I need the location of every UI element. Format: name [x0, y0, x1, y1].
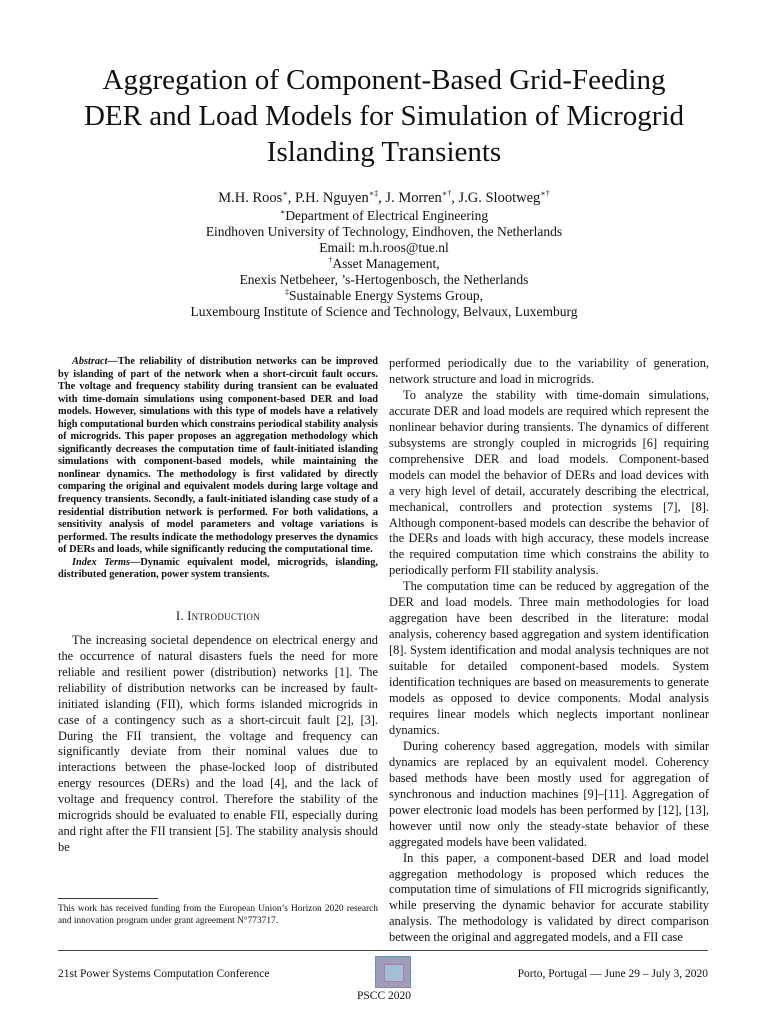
- right-column: [389, 356, 709, 946]
- body-paragraph: The increasing societal dependence on electrical energy and the occurrence of natural disasters fuels the need for more reliable and resilient power (distribution) networks [1]. The reliability of distribution networks can be increased by fault-initiated islanding (FII), which forms islanded microgrids in case of a contingency such as a short-circuit fault [2], [3]. During the FII transient, the voltage and frequency can significantly deviate from their nominal values due to interactions between the phase-locked loop of distributed energy resources (DERs) and the load [4], and the lack of voltage and frequency control. Therefore the stability of the microgrids should be evaluated to enable FII, especially during and right after the FII transient [5]. The stability analysis should be: [58, 632, 378, 855]
- affiliation-line: Enexis Netbeheer, ’s-Hertogenbosch, the Netherlands: [239, 272, 529, 287]
- funding-footnote: This work has received funding from the European Union’s Horizon 2020 research and innovation program under grant agreement N°773717.: [58, 904, 378, 926]
- author-mark: ∗†: [540, 189, 550, 199]
- title-line: Islanding Transients: [266, 136, 502, 168]
- affiliation-line: ‡Sustainable Energy Systems Group,: [285, 287, 483, 303]
- body-paragraph: To analyze the stability with time-domain simulations, accurate DER and load models are required which represent the nonlinear behavior during transients. The dynamics of different subsystems are strongly coupled in microgrids [6] requiring comprehensive DER and load models. Component-based models can model the behavior of DERs and load devices with a very high level of detail, accurately describing the electrical, mechanical, controllers and protection systems [7], [8]. Although component-based models can describe the behavior of the DERs and loads with high accuracy, these models increase the required computation time which constrains the ability to periodically perform FII stability analysis.: [389, 387, 709, 578]
- affiliation-line: ∗Department of Electrical Engineering: [279, 207, 489, 223]
- footer-divider: [58, 950, 708, 951]
- footer-conference: 21st Power Systems Computation Conference: [58, 968, 270, 980]
- body-paragraph: The computation time can be reduced by aggregation of the DER and load models. Three main methodologies for load aggregation have been described in the literature: modal analysis, coherency based aggregation and system identification [8]. System identification and modal analysis techniques are not suitable for detailed component-based models. System identification techniques are based on measurements to generate models as opposed to device components. Modal analysis requires linear models which neglects important nonlinear dynamics.: [389, 579, 709, 737]
- title-line: Aggregation of Component-Based Grid-Feeding: [102, 64, 666, 96]
- body-paragraph: During coherency based aggregation, models with similar dynamics are replaced by an equivalent model. Coherency based methods have been mostly used for aggregation of synchronous and induction machines [9]–[11]. Aggregation of power electronic load models has been performed by [12], [13], however until now only the steady-state behavior of these aggregated models have been validated.: [389, 738, 709, 849]
- author-mark: ∗‡: [368, 189, 379, 199]
- author-name: M.H. Roos: [218, 190, 283, 206]
- section-heading: I. Introduction: [176, 608, 260, 623]
- author-name: J.G. Slootweg: [458, 190, 541, 206]
- affiliation-line: Email: m.h.roos@tue.nl: [319, 240, 449, 255]
- pscc-logo-icon: [375, 956, 411, 988]
- footnote-divider: [58, 898, 158, 899]
- abstract: Abstract—The reliability of distribution networks can be improved by islanding of part of the network when a short-circuit fault occurs. The voltage and frequency stability during transient can be evaluated with time-domain simulations using component-based DER and load models. However, simulations with this type of models have a relatively high computational burden which constrains periodical stability analysis of microgrids. This paper proposes an aggregation methodology which significantly decreases the computation time of fault-initiated islanding simulations with component-based models, while maintaining the nonlinear dynamics. The methodology is first validated by directly comparing the original and equivalent models during large voltage and frequency transients. Secondly, a fault-initiated islanding case study of a residential distribution network is performed. For both validations, a sensitivity analysis of model parameters and voltage variations is performed. The results indicate the methodology preserves the dynamics of DERs and loads, while significantly reducing the computational time.: [58, 356, 378, 556]
- body-paragraph: In this paper, a component-based DER and load model aggregation methodology is proposed which reduces the computation time of simulations of FII microgrids significantly, while preserving the dynamic behavior for accurate stability analysis. The methodology is validated by direct comparison between the original and aggregated models, and a FII case: [389, 850, 709, 945]
- author-name: J. Morren: [385, 190, 442, 206]
- author-block: [40, 190, 728, 320]
- author-mark: ∗†: [441, 189, 452, 199]
- paper-title: [40, 62, 728, 170]
- footer-pscc: PSCC 2020: [356, 990, 411, 1002]
- author-mark: ∗: [282, 189, 288, 199]
- author-names: M.H. Roos∗, P.H. Nguyen∗‡, J. Morren∗†, J.G. Slootweg∗†: [218, 189, 550, 206]
- affiliation-line: Eindhoven University of Technology, Eindhoven, the Netherlands: [205, 224, 563, 239]
- left-column: [58, 356, 378, 856]
- body-paragraph: performed periodically due to the variability of generation, network structure and load in microgrids.: [389, 356, 709, 386]
- index-terms: Index Terms—Dynamic equivalent model, microgrids, islanding, distributed generation, power system transients.: [58, 556, 379, 581]
- title-line: DER and Load Models for Simulation of Microgrid: [83, 100, 685, 132]
- affiliation-line: †Asset Management,: [328, 255, 440, 271]
- footer-location-date: Porto, Portugal — June 29 – July 3, 2020: [517, 968, 708, 980]
- author-name: P.H. Nguyen: [295, 190, 369, 206]
- affiliation-line: Luxembourg Institute of Science and Technology, Belvaux, Luxemburg: [190, 304, 578, 319]
